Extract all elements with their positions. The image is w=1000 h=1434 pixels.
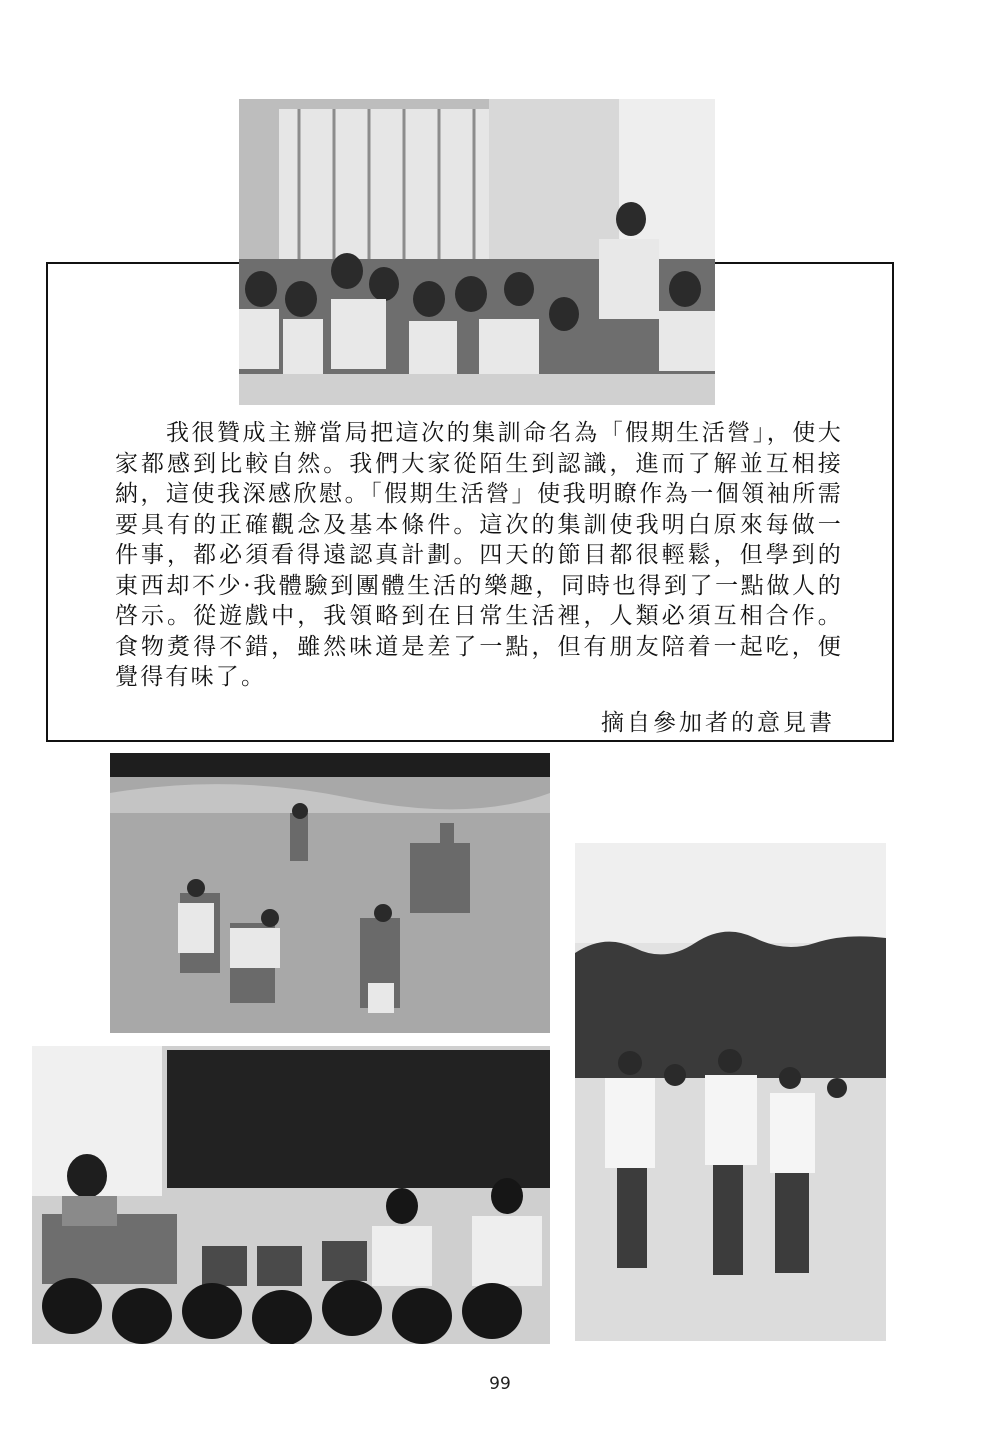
photo-lecture-hall: [32, 1046, 550, 1344]
photo-classroom-students: [239, 99, 715, 405]
photo-river-wading: [110, 753, 550, 1033]
article-text: [115, 418, 843, 693]
article-paragraph: 我很贊成主辦當局把這次的集訓命名為「假期生活營」，使大家都感到比較自然。我們大家從陌生到認識，進而了解並互相接納，這使我深感欣慰。「假期生活營」使我明瞭作為一個領袖所需要具有的正確觀念及基本條件。這次的集訓使我明白原來每做一件事，都必須看得遠認真計劃。四天的節目都很輕鬆，但學到的東西却不少·我體驗到團體生活的樂趣，同時也得到了一點做人的啓示。從遊戲中，我領略到在日常生活裡，人類必須互相合作。食物煑得不錯，雖然味道是差了一點，但有朋友陪着一起吃，便覺得有味了。: [115, 420, 843, 690]
photo-hiking-group: [575, 843, 886, 1341]
source-attribution: 摘自參加者的意見書: [601, 710, 835, 736]
page-number: 99: [489, 1374, 511, 1394]
